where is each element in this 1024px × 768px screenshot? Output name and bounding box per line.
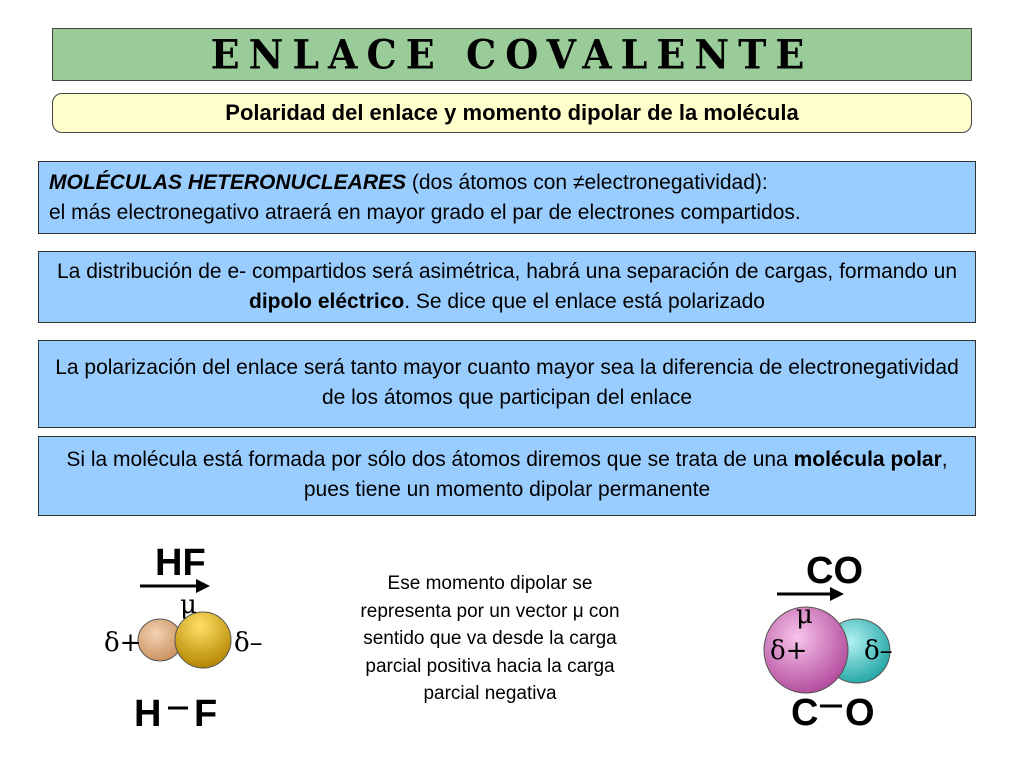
hf-formula: HF — [155, 542, 206, 584]
heteronuclear-rest: (dos átomos con ≠electronegatividad): — [406, 171, 768, 194]
co-formula: CO — [806, 550, 863, 592]
heteronuclear-line2: el más electronegativo atraerá en mayor grado el par de electrones compartidos. — [49, 201, 801, 224]
dipole-text-b: . Se dice que el enlace está polarizado — [404, 290, 765, 313]
co-delta-plus: δ+ — [770, 636, 808, 666]
dipole-vector-note-text: Ese momento dipolar se representa por un vector μ con sentido que va desde la carga parcial positiva hacia la carga parcial negativa — [360, 573, 620, 704]
polar-text-b: , pues tiene un momento dipolar permanente — [303, 448, 948, 501]
co-right-atom-label: O — [845, 692, 875, 734]
hf-delta-plus: δ+ — [104, 628, 142, 658]
polar-bold: molécula polar — [793, 448, 942, 471]
page-title: ENLACE COVALENTE — [210, 30, 814, 79]
hf-right-atom-label: F — [194, 693, 218, 735]
f-atom — [175, 612, 231, 668]
subtitle-text: Polaridad del enlace y momento dipolar de la molécula — [225, 100, 799, 125]
dipole-text-a: La distribución de e- compartidos será asimétrica, habrá una separación de cargas, formando un — [57, 260, 957, 283]
dipole-bold: dipolo eléctrico — [249, 290, 405, 313]
co-mu-symbol: μ — [796, 600, 813, 630]
dipole-vector-note — [340, 570, 640, 708]
polar-text-a: Si la molécula está formada por sólo dos átomos diremos que se trata de una — [66, 448, 794, 471]
co-left-atom-label: C — [791, 692, 819, 734]
polarization-text: La polarización del enlace será tanto mayor cuanto mayor sea la diferencia de electronegatividad de los átomos que participan del enlace — [55, 356, 959, 409]
hf-left-atom-label: H — [134, 693, 162, 735]
co-delta-minus: δ– — [864, 636, 893, 666]
hf-mu-symbol: μ — [180, 590, 197, 620]
heteronuclear-heading: MOLÉCULAS HETERONUCLEARES — [49, 171, 407, 194]
hf-delta-minus: δ– — [234, 628, 263, 658]
